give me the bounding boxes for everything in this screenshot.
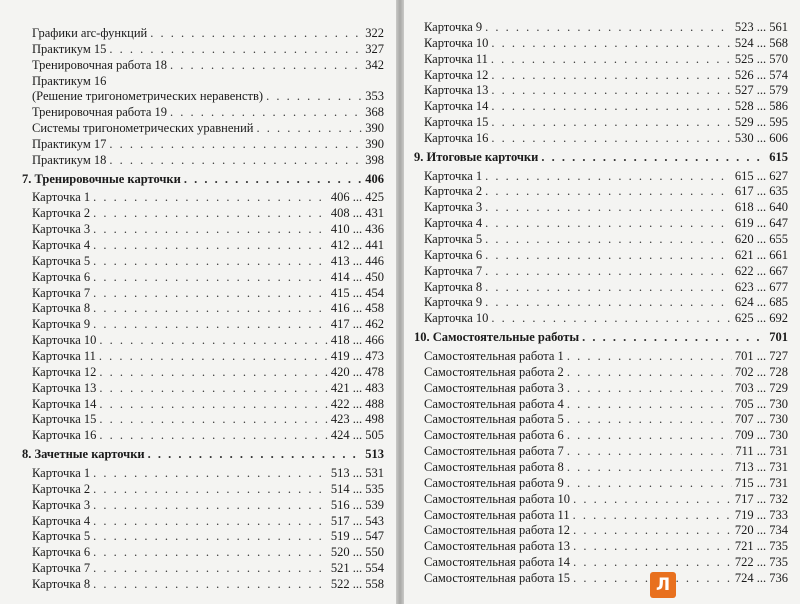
- toc-entry-pages: 615 ... 627: [734, 169, 788, 183]
- toc-entry-label: Карточка 2: [32, 206, 91, 220]
- dot-leader: [109, 41, 362, 57]
- toc-entry: [22, 427, 384, 443]
- toc-entry-pages: 412 ... 441: [330, 238, 384, 252]
- toc-entry: [414, 396, 788, 412]
- toc-entry-label: Карточка 6: [32, 270, 91, 284]
- toc-entry: [22, 205, 384, 221]
- dot-leader: [541, 149, 766, 165]
- toc-entry-pages: 390: [365, 121, 384, 135]
- toc-section-heading: [414, 329, 788, 345]
- toc-entry-label: Карточка 13: [32, 381, 97, 395]
- toc-entry: [22, 253, 384, 269]
- toc-entry-label: Карточка 6: [424, 248, 483, 262]
- toc-entry: [22, 576, 384, 592]
- toc-entry: [22, 221, 384, 237]
- toc-entry: [414, 183, 788, 199]
- toc-entry-label: (Решение тригонометрических неравенств): [32, 89, 264, 103]
- toc-entry: [22, 544, 384, 560]
- toc-entry-label: Карточка 10: [424, 311, 489, 325]
- dot-leader: [99, 332, 328, 348]
- toc-entry-pages: 327: [365, 42, 384, 56]
- toc-entry-label: Карточка 5: [424, 232, 483, 246]
- toc-entry-label: Карточка 13: [424, 83, 489, 97]
- dot-leader: [93, 481, 328, 497]
- dot-leader: [148, 446, 363, 462]
- toc-entry: [414, 491, 788, 507]
- toc-entry-pages: 618 ... 640: [734, 200, 788, 214]
- toc-entry-pages: 513 ... 531: [330, 466, 384, 480]
- toc-entry-pages: 623 ... 677: [734, 280, 788, 294]
- dot-leader: [491, 98, 732, 114]
- toc-entry-label: Карточка 8: [32, 301, 91, 315]
- dot-leader: [99, 396, 328, 412]
- dot-leader: [99, 427, 328, 443]
- toc-entry-label: Карточка 10: [424, 36, 489, 50]
- dot-leader: [150, 25, 362, 41]
- toc-entry: [414, 443, 788, 459]
- toc-entry: [22, 285, 384, 301]
- toc-entry-pages: 523 ... 561: [734, 20, 788, 34]
- toc-entry: [22, 88, 384, 104]
- toc-entry-label: Карточка 14: [424, 99, 489, 113]
- dot-leader: [93, 465, 328, 481]
- toc-entry-label: Карточка 7: [32, 561, 91, 575]
- toc-entry: [22, 189, 384, 205]
- right-page: [404, 0, 800, 604]
- toc-entry-pages: 615: [769, 150, 788, 164]
- dot-leader: [99, 348, 328, 364]
- toc-entry-label: Самостоятельная работа 3: [424, 381, 564, 395]
- toc-entry-pages: 408 ... 431: [330, 206, 384, 220]
- toc-entry-pages: 406 ... 425: [330, 190, 384, 204]
- toc-entry-pages: 701: [769, 330, 788, 344]
- dot-leader: [93, 221, 328, 237]
- dot-leader: [93, 300, 328, 316]
- toc-entry: [22, 25, 384, 41]
- dot-leader: [567, 443, 733, 459]
- toc-entry-label: Практикум 15: [32, 42, 107, 56]
- dot-leader: [573, 491, 732, 507]
- toc-entry-pages: 322: [365, 26, 384, 40]
- dot-leader: [99, 411, 328, 427]
- toc-entry-pages: 722 ... 735: [734, 555, 788, 569]
- toc-entry-label: 7. Тренировочные карточки: [22, 172, 181, 186]
- toc-entry: [22, 104, 384, 120]
- dot-leader: [485, 215, 732, 231]
- toc-entry: [414, 310, 788, 326]
- dot-leader: [573, 554, 732, 570]
- toc-entry: [414, 279, 788, 295]
- toc-entry: [414, 247, 788, 263]
- dot-leader: [567, 411, 732, 427]
- toc-entry: [22, 332, 384, 348]
- toc-entry-pages: 422 ... 488: [330, 397, 384, 411]
- dot-leader: [573, 522, 732, 538]
- toc-entry: [22, 237, 384, 253]
- toc-entry: [22, 560, 384, 576]
- toc-entry: [414, 51, 788, 67]
- toc-entry-label: Самостоятельная работа 15: [424, 571, 571, 585]
- dot-leader: [491, 310, 732, 326]
- toc-entry-label: Карточка 1: [32, 190, 91, 204]
- dot-leader: [567, 396, 732, 412]
- toc-entry: [22, 528, 384, 544]
- toc-entry-pages: 418 ... 466: [330, 333, 384, 347]
- dot-leader: [109, 152, 362, 168]
- toc-entry-label: Карточка 3: [32, 498, 91, 512]
- toc-entry: [22, 411, 384, 427]
- toc-entry-label: Карточка 11: [32, 349, 96, 363]
- toc-entry: [414, 570, 788, 586]
- dot-leader: [485, 183, 732, 199]
- dot-leader: [93, 285, 328, 301]
- toc-entry-pages: 410 ... 436: [330, 222, 384, 236]
- toc-entry-label: Карточка 15: [424, 115, 489, 129]
- toc-entry-pages: 617 ... 635: [734, 184, 788, 198]
- toc-entry-pages: 517 ... 543: [330, 514, 384, 528]
- toc-entry-pages: 707 ... 730: [734, 412, 788, 426]
- toc-entry-pages: 720 ... 734: [734, 523, 788, 537]
- toc-entry: [22, 481, 384, 497]
- book-gutter: [396, 0, 404, 604]
- dot-leader: [567, 459, 732, 475]
- toc-entry: [414, 67, 788, 83]
- dot-leader: [93, 497, 328, 513]
- toc-entry-pages: 701 ... 727: [734, 349, 788, 363]
- toc-entry: [414, 35, 788, 51]
- toc-entry-label: Карточка 3: [424, 200, 483, 214]
- toc-entry-pages: 522 ... 558: [330, 577, 384, 591]
- toc-entry-label: Карточка 15: [32, 412, 97, 426]
- toc-entry-pages: 406: [365, 172, 384, 186]
- toc-entry-label: Карточка 5: [32, 254, 91, 268]
- toc-entry-label: Графики arc-функций: [32, 26, 148, 40]
- toc-entry: [22, 120, 384, 136]
- toc-entry-label: Тренировочная работа 19: [32, 105, 168, 119]
- toc-entry-label: Самостоятельная работа 10: [424, 492, 571, 506]
- toc-entry-pages: 398: [365, 153, 384, 167]
- toc-entry-pages: 702 ... 728: [734, 365, 788, 379]
- dot-leader: [93, 544, 328, 560]
- toc-entry: [22, 380, 384, 396]
- toc-entry-label: Карточка 4: [424, 216, 483, 230]
- logo-glyph: Л: [655, 574, 671, 595]
- dot-leader: [567, 475, 732, 491]
- toc-entry-pages: 524 ... 568: [734, 36, 788, 50]
- toc-entry-label: Самостоятельная работа 9: [424, 476, 564, 490]
- toc-entry-label: Карточка 16: [424, 131, 489, 145]
- toc-entry-label: Карточка 2: [32, 482, 91, 496]
- toc-entry-label: Самостоятельная работа 6: [424, 428, 564, 442]
- toc-section-heading: [22, 171, 384, 187]
- toc-entry: [414, 459, 788, 475]
- publisher-logo: [650, 572, 676, 598]
- toc-entry-pages: 621 ... 661: [734, 248, 788, 262]
- toc-entry-pages: 724 ... 736: [734, 571, 788, 585]
- toc-entry-label: Карточка 1: [32, 466, 91, 480]
- toc-entry-label: Карточка 4: [32, 514, 91, 528]
- dot-leader: [93, 528, 328, 544]
- toc-entry-pages: 513: [365, 447, 384, 461]
- toc-entry-pages: 353: [365, 89, 384, 103]
- toc-entry-pages: 415 ... 454: [330, 286, 384, 300]
- toc-entry-pages: 705 ... 730: [734, 397, 788, 411]
- toc-entry: [22, 396, 384, 412]
- dot-leader: [170, 57, 362, 73]
- toc-entry-label: Самостоятельная работа 14: [424, 555, 571, 569]
- toc-entry-pages: 528 ... 586: [734, 99, 788, 113]
- toc-entry: [22, 513, 384, 529]
- dot-leader: [485, 231, 732, 247]
- toc-entry-pages: 416 ... 458: [330, 301, 384, 315]
- toc-entry-label: Карточка 7: [424, 264, 483, 278]
- toc-section-heading: [22, 446, 384, 462]
- toc-entry-pages: 417 ... 462: [330, 317, 384, 331]
- toc-entry: [414, 199, 788, 215]
- toc-entry-pages: 527 ... 579: [734, 83, 788, 97]
- toc-entry-label: Самостоятельная работа 11: [424, 508, 570, 522]
- toc-entry: [414, 263, 788, 279]
- toc-entry-pages: 620 ... 655: [734, 232, 788, 246]
- toc-entry-pages: 519 ... 547: [330, 529, 384, 543]
- toc-entry-pages: 703 ... 729: [734, 381, 788, 395]
- dot-leader: [485, 294, 732, 310]
- toc-entry-label: Карточка 5: [32, 529, 91, 543]
- toc-entry-pages: 625 ... 692: [734, 311, 788, 325]
- toc-entry: [22, 136, 384, 152]
- dot-leader: [93, 237, 328, 253]
- toc-entry: [414, 168, 788, 184]
- toc-entry-pages: 516 ... 539: [330, 498, 384, 512]
- toc-entry-pages: 514 ... 535: [330, 482, 384, 496]
- left-page: [0, 0, 396, 604]
- dot-leader: [99, 380, 328, 396]
- dot-leader: [93, 189, 328, 205]
- dot-leader: [485, 19, 732, 35]
- toc-entry-pages: 715 ... 731: [734, 476, 788, 490]
- toc-entry-label: 8. Зачетные карточки: [22, 447, 145, 461]
- toc-entry-label: Карточка 7: [32, 286, 91, 300]
- dot-leader: [109, 136, 362, 152]
- toc-entry-pages: 419 ... 473: [330, 349, 384, 363]
- toc-entry: [22, 300, 384, 316]
- dot-leader: [485, 199, 732, 215]
- toc-entry-label: Карточка 14: [32, 397, 97, 411]
- toc-entry-label: Самостоятельная работа 7: [424, 444, 564, 458]
- toc-entry-pages: 390: [365, 137, 384, 151]
- toc-entry-label: Системы тригонометрических уравнений: [32, 121, 254, 135]
- toc-entry-label: Самостоятельная работа 13: [424, 539, 571, 553]
- toc-entry-label: Карточка 8: [32, 577, 91, 591]
- toc-entry-pages: 530 ... 606: [734, 131, 788, 145]
- toc-entry-label: Самостоятельная работа 12: [424, 523, 571, 537]
- toc-entry-pages: 368: [365, 105, 384, 119]
- toc-entry-pages: 719 ... 733: [734, 508, 788, 522]
- toc-entry-label: Самостоятельная работа 2: [424, 365, 564, 379]
- dot-leader: [573, 538, 732, 554]
- dot-leader: [567, 380, 732, 396]
- dot-leader: [491, 82, 732, 98]
- toc-entry-pages: 420 ... 478: [330, 365, 384, 379]
- toc-entry: [414, 98, 788, 114]
- toc-entry: [414, 82, 788, 98]
- dot-leader: [567, 427, 732, 443]
- dot-leader: [93, 560, 328, 576]
- toc-entry-label: 9. Итоговые карточки: [414, 150, 539, 164]
- dot-leader: [93, 316, 328, 332]
- toc-entry-label: Карточка 4: [32, 238, 91, 252]
- toc-entry: [414, 114, 788, 130]
- toc-entry: [414, 364, 788, 380]
- toc-entry-pages: 713 ... 731: [734, 460, 788, 474]
- dot-leader: [485, 168, 732, 184]
- dot-leader: [485, 279, 732, 295]
- toc-entry-pages: 520 ... 550: [330, 545, 384, 559]
- toc-entry-label: Самостоятельная работа 1: [424, 349, 564, 363]
- toc-entry-label: Карточка 3: [32, 222, 91, 236]
- toc-entry-label: Тренировочная работа 18: [32, 58, 168, 72]
- toc-entry: [414, 380, 788, 396]
- toc-entry-pages: 525 ... 570: [734, 52, 788, 66]
- toc-entry-label: Карточка 8: [424, 280, 483, 294]
- toc-entry: [22, 152, 384, 168]
- dot-leader: [573, 507, 732, 523]
- toc-entry-pages: 423 ... 498: [330, 412, 384, 426]
- toc-section-heading: [414, 149, 788, 165]
- toc-entry-label: Карточка 10: [32, 333, 97, 347]
- toc-entry-pages: 709 ... 730: [734, 428, 788, 442]
- toc-entry-label: 10. Самостоятельные работы: [414, 330, 580, 344]
- dot-leader: [485, 247, 732, 263]
- toc-entry: [22, 269, 384, 285]
- toc-entry-label: Карточка 9: [424, 20, 483, 34]
- dot-leader: [567, 364, 732, 380]
- toc-entry-label: Карточка 9: [32, 317, 91, 331]
- toc-entry: [22, 465, 384, 481]
- toc-entry: [22, 41, 384, 57]
- toc-entry: [414, 427, 788, 443]
- toc-entry: [22, 348, 384, 364]
- toc-entry-label: Карточка 1: [424, 169, 483, 183]
- dot-leader: [256, 120, 362, 136]
- toc-entry: [22, 497, 384, 513]
- toc-entry: [414, 231, 788, 247]
- toc-entry-pages: 711 ... 731: [735, 444, 788, 458]
- dot-leader: [491, 35, 732, 51]
- dot-leader: [93, 253, 328, 269]
- toc-entry: [414, 475, 788, 491]
- toc-entry-label: Самостоятельная работа 8: [424, 460, 564, 474]
- toc-entry-label: Практикум 18: [32, 153, 107, 167]
- toc-entry: [22, 364, 384, 380]
- toc-entry: [414, 19, 788, 35]
- toc-entry-pages: 424 ... 505: [330, 428, 384, 442]
- dot-leader: [266, 88, 362, 104]
- toc-entry-pages: 521 ... 554: [330, 561, 384, 575]
- dot-leader: [93, 576, 328, 592]
- dot-leader: [491, 130, 732, 146]
- dot-leader: [184, 171, 362, 187]
- dot-leader: [491, 51, 732, 67]
- toc-entry: [414, 411, 788, 427]
- toc-entry: [414, 507, 788, 523]
- toc-entry-label: Карточка 2: [424, 184, 483, 198]
- toc-entry-pages: 619 ... 647: [734, 216, 788, 230]
- toc-entry: [22, 57, 384, 73]
- toc-entry-label: Самостоятельная работа 4: [424, 397, 564, 411]
- dot-leader: [485, 263, 732, 279]
- dot-leader: [93, 513, 328, 529]
- toc-entry-label: Практикум 17: [32, 137, 107, 151]
- toc-entry-label: Карточка 16: [32, 428, 97, 442]
- toc-entry: [414, 348, 788, 364]
- dot-leader: [582, 329, 766, 345]
- dot-leader: [567, 348, 732, 364]
- toc-entry-label: Карточка 12: [424, 68, 489, 82]
- toc-entry-label: Карточка 12: [32, 365, 97, 379]
- toc-entry-label: Карточка 9: [424, 295, 483, 309]
- dot-leader: [93, 205, 328, 221]
- toc-entry: [414, 538, 788, 554]
- dot-leader: [170, 104, 362, 120]
- toc-entry-pages: 721 ... 735: [734, 539, 788, 553]
- toc-entry-pages: 342: [365, 58, 384, 72]
- toc-entry-pages: 413 ... 446: [330, 254, 384, 268]
- toc-entry-pages: 414 ... 450: [330, 270, 384, 284]
- dot-leader: [491, 67, 732, 83]
- dot-leader: [93, 269, 328, 285]
- dot-leader: [491, 114, 732, 130]
- toc-entry-pages: 622 ... 667: [734, 264, 788, 278]
- toc-entry-label: Карточка 6: [32, 545, 91, 559]
- toc-entry: [414, 554, 788, 570]
- toc-entry: [414, 130, 788, 146]
- toc-entry-label: Карточка 11: [424, 52, 488, 66]
- dot-leader: [99, 364, 328, 380]
- toc-entry: [414, 522, 788, 538]
- toc-entry: [22, 316, 384, 332]
- toc-entry: [22, 73, 384, 89]
- toc-entry-pages: 529 ... 595: [734, 115, 788, 129]
- toc-entry-pages: 717 ... 732: [734, 492, 788, 506]
- toc-entry: [414, 215, 788, 231]
- toc-entry-pages: 421 ... 483: [330, 381, 384, 395]
- toc-entry-label: Практикум 16: [32, 74, 107, 88]
- toc-entry-label: Самостоятельная работа 5: [424, 412, 564, 426]
- toc-entry-pages: 624 ... 685: [734, 295, 788, 309]
- toc-entry: [414, 294, 788, 310]
- toc-entry-pages: 526 ... 574: [734, 68, 788, 82]
